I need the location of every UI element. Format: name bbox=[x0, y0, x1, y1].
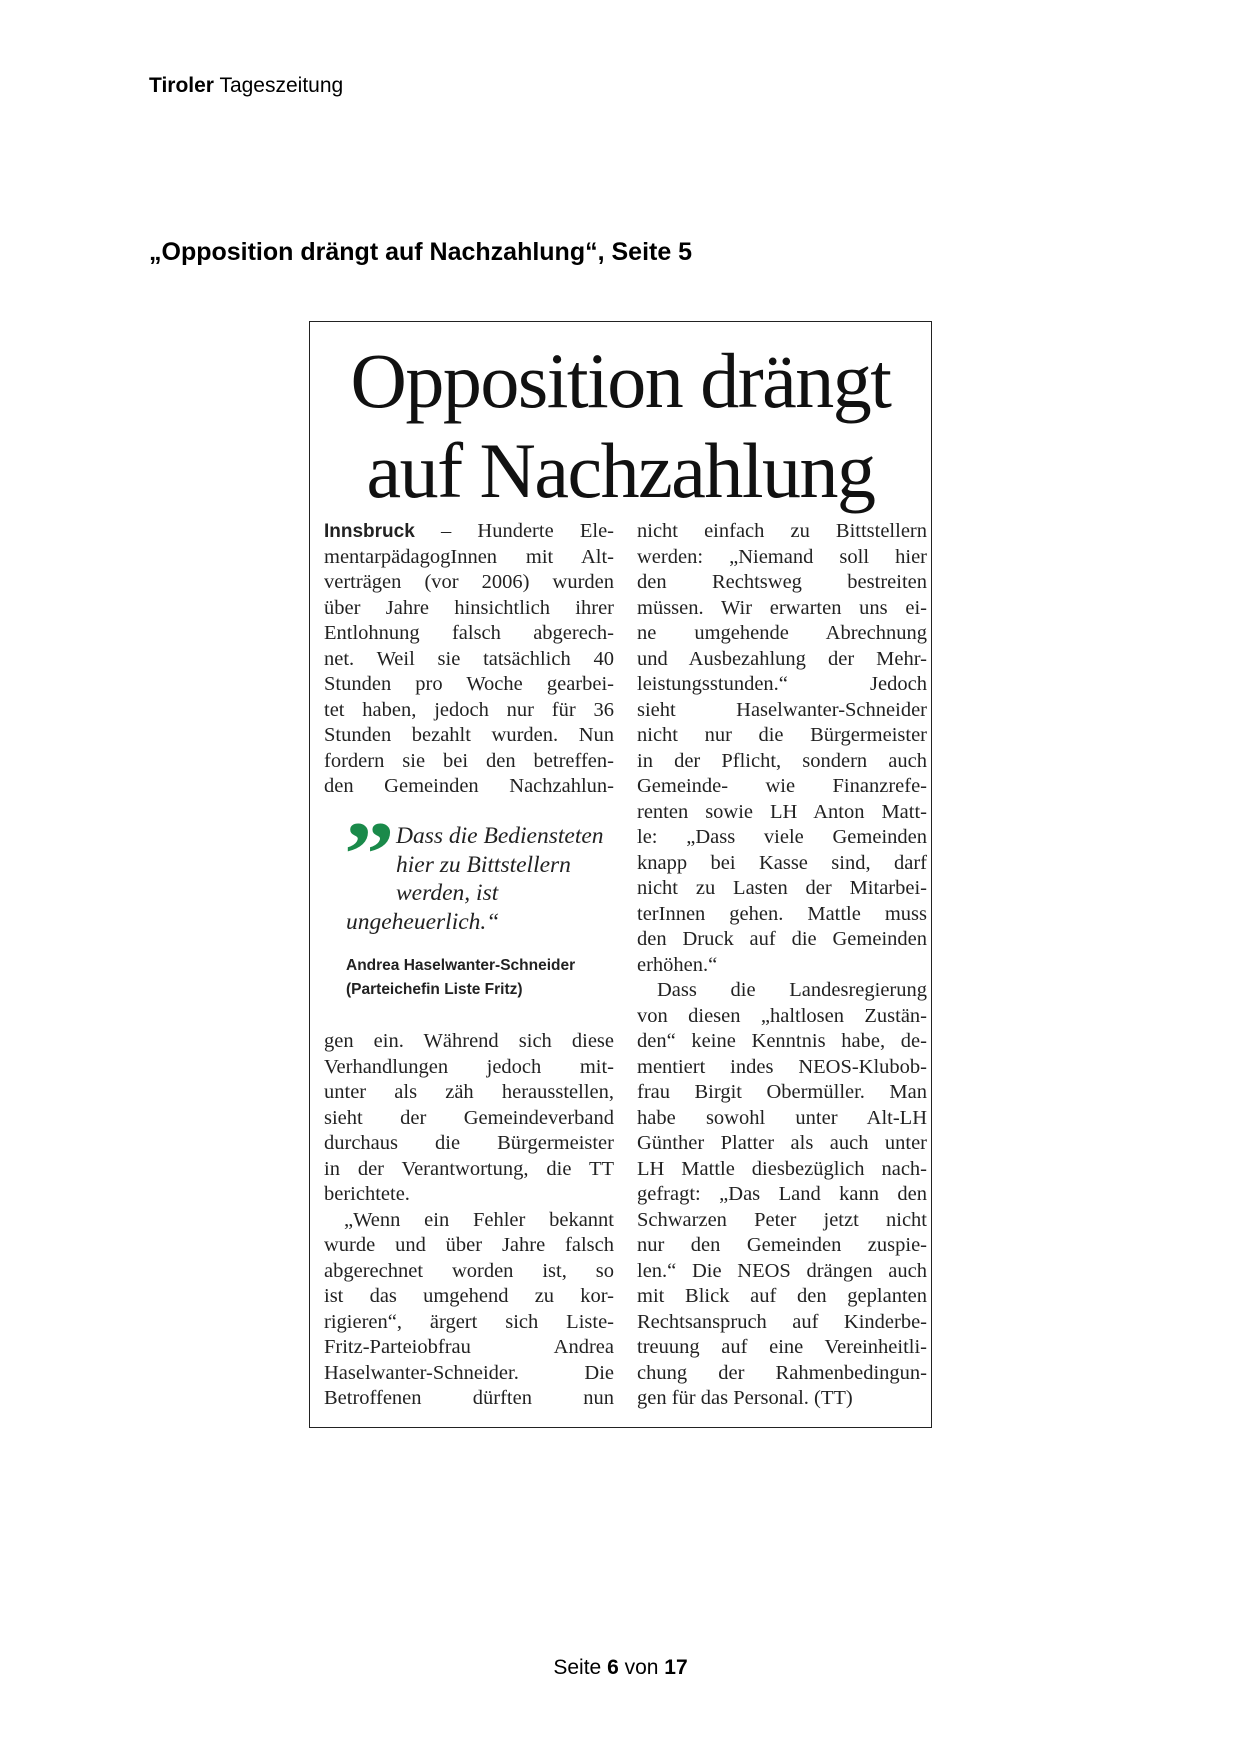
text-line bbox=[324, 570, 614, 596]
text-line bbox=[637, 876, 927, 902]
line-text: sieht Haselwanter-Schneider bbox=[637, 698, 927, 721]
line-text: unter als zäh herausstellen, bbox=[324, 1081, 614, 1103]
line-text: wurde und über Jahre falsch bbox=[324, 1234, 614, 1256]
line-text: habe sowohl unter Alt-LH bbox=[637, 1106, 927, 1129]
text-line bbox=[324, 596, 614, 622]
text-line bbox=[637, 978, 927, 1004]
line-text: durchaus die Bürgermeister bbox=[324, 1132, 614, 1154]
text-line bbox=[324, 1284, 614, 1310]
text-line bbox=[324, 1335, 614, 1361]
text-line bbox=[324, 519, 614, 545]
text-line bbox=[637, 596, 927, 622]
text-line bbox=[324, 1106, 614, 1132]
line-text: Stunden pro Woche gearbei- bbox=[324, 673, 614, 695]
page-footer bbox=[0, 1656, 1241, 1680]
text-line bbox=[324, 672, 614, 698]
text-line bbox=[637, 647, 927, 673]
text-line bbox=[637, 1029, 927, 1055]
quote-text: Dass die Bediensteten hier zu Bittstellern werden, ist ungeheuerlich.“ bbox=[346, 823, 604, 935]
text-line bbox=[637, 545, 927, 571]
line-text: müssen. Wir erwarten uns ei- bbox=[637, 596, 927, 619]
text-line bbox=[637, 1386, 927, 1412]
line-text: knapp bei Kasse sind, darf bbox=[637, 851, 927, 874]
text-line bbox=[637, 1080, 927, 1106]
quote-author: Andrea Haselwanter-Schneider bbox=[346, 957, 576, 974]
text-line bbox=[637, 800, 927, 826]
line-text: Rechtsanspruch auf Kinderbe- bbox=[637, 1310, 927, 1333]
text-line bbox=[637, 1182, 927, 1208]
text-line bbox=[637, 1055, 927, 1081]
text-line bbox=[637, 1233, 927, 1259]
line-text: nicht nur die Bürgermeister bbox=[637, 724, 927, 746]
text-line bbox=[637, 953, 927, 979]
text-line bbox=[637, 570, 927, 596]
text-line bbox=[324, 1208, 614, 1234]
text-line bbox=[637, 723, 927, 749]
article-clipping bbox=[309, 321, 932, 1428]
text-line bbox=[637, 1361, 927, 1387]
footer-middle: von bbox=[624, 1656, 659, 1679]
line-text: in der Pflicht, sondern auch bbox=[637, 749, 927, 772]
line-text: nicht zu Lasten der Mitarbei- bbox=[637, 877, 927, 899]
footer-page-number: 6 bbox=[607, 1656, 619, 1679]
line-text: den Gemeinden Nachzahlun- bbox=[324, 775, 614, 797]
line-text: Dass die Landesregierung bbox=[657, 979, 927, 1001]
text-line bbox=[637, 825, 927, 851]
line-text: treuung auf eine Vereinheitli- bbox=[637, 1336, 927, 1358]
text-line bbox=[324, 1259, 614, 1285]
headline-line-1: Opposition drängt bbox=[350, 337, 891, 424]
text-line bbox=[637, 698, 927, 724]
text-line bbox=[324, 1233, 614, 1259]
quote-role: (Parteichefin Liste Fritz) bbox=[346, 981, 523, 998]
line-text: berichtete. bbox=[324, 1183, 410, 1205]
footer-page-total: 17 bbox=[664, 1656, 688, 1679]
line-text: den Druck auf die Gemeinden bbox=[637, 928, 927, 950]
line-text: den“ keine Kenntnis habe, de- bbox=[637, 1030, 927, 1052]
text-line bbox=[324, 723, 614, 749]
line-text: renten sowie LH Anton Matt- bbox=[637, 800, 927, 823]
text-line bbox=[324, 1386, 614, 1412]
line-text: ist das umgehend zu kor- bbox=[324, 1285, 614, 1307]
line-text: Betroffenen dürften nun bbox=[324, 1387, 614, 1409]
article-reference: „Opposition drängt auf Nachzahlung“, Seite 5 bbox=[149, 238, 693, 266]
line-text: len.“ Die NEOS drängen auch bbox=[637, 1259, 927, 1282]
line-text: gen für das Personal. (TT) bbox=[637, 1387, 853, 1409]
line-text: chung der Rahmenbedingun- bbox=[637, 1361, 927, 1384]
text-line bbox=[324, 545, 614, 571]
pull-quote bbox=[344, 803, 616, 936]
footer-prefix: Seite bbox=[553, 1656, 602, 1679]
line-text: le: „Dass viele Gemeinden bbox=[637, 826, 927, 848]
headline-line-2: auf Nachzahlung bbox=[366, 427, 875, 514]
text-line bbox=[324, 1080, 614, 1106]
line-text: in der Verantwortung, die TT bbox=[324, 1157, 614, 1180]
text-line bbox=[324, 1361, 614, 1387]
line-text: Günther Platter als auch unter bbox=[637, 1132, 927, 1154]
text-line bbox=[637, 1157, 927, 1183]
text-line bbox=[637, 902, 927, 928]
line-text: gefragt: „Das Land kann den bbox=[637, 1183, 927, 1205]
text-line bbox=[324, 1182, 614, 1208]
line-text: Fritz-Parteiobfrau Andrea bbox=[324, 1336, 614, 1358]
line-text: LH Mattle diesbezüglich nach- bbox=[637, 1157, 927, 1180]
text-line bbox=[637, 621, 927, 647]
line-text: verträgen (vor 2006) wurden bbox=[324, 571, 614, 593]
text-line bbox=[637, 1131, 927, 1157]
line-text: Verhandlungen jedoch mit- bbox=[324, 1055, 614, 1078]
text-line bbox=[637, 749, 927, 775]
line-text: leistungsstunden.“ Jedoch bbox=[637, 673, 927, 695]
dateline: Innsbruck bbox=[324, 521, 415, 542]
text-line bbox=[637, 774, 927, 800]
line-text: Schwarzen Peter jetzt nicht bbox=[637, 1208, 927, 1231]
line-text: von diesen „haltlosen Zustän- bbox=[637, 1004, 927, 1027]
brand-bold: Tiroler bbox=[149, 74, 214, 97]
line-text: terInnen gehen. Mattle muss bbox=[637, 902, 927, 925]
text-line bbox=[637, 1284, 927, 1310]
newspaper-name bbox=[149, 74, 343, 98]
line-text: frau Birgit Obermüller. Man bbox=[637, 1081, 927, 1103]
line-text: sieht der Gemeindeverband bbox=[324, 1106, 614, 1129]
text-line bbox=[324, 1055, 614, 1081]
line-text: Stunden bezahlt wurden. Nun bbox=[324, 724, 614, 746]
text-line bbox=[324, 647, 614, 673]
text-line bbox=[637, 1310, 927, 1336]
line-text: rigieren“, ärgert sich Liste- bbox=[324, 1310, 614, 1333]
line-text: ne umgehende Abrechnung bbox=[637, 622, 927, 644]
text-line bbox=[637, 1004, 927, 1030]
text-line bbox=[637, 851, 927, 877]
line-text: mit Blick auf den geplanten bbox=[637, 1285, 927, 1307]
line-text: nur den Gemeinden zuspie- bbox=[637, 1234, 927, 1256]
text-line bbox=[324, 1029, 614, 1055]
line-text: mentarpädagogInnen mit Alt- bbox=[324, 545, 614, 568]
line-text: über Jahre hinsichtlich ihrer bbox=[324, 596, 614, 619]
line-text: tet haben, jedoch nur für 36 bbox=[324, 698, 614, 721]
text-line bbox=[324, 749, 614, 775]
left-column-bottom bbox=[324, 1029, 614, 1412]
line-text: Haselwanter-Schneider. Die bbox=[324, 1361, 614, 1384]
text-line bbox=[637, 1259, 927, 1285]
text-line bbox=[637, 1106, 927, 1132]
text-line bbox=[637, 672, 927, 698]
quote-mark-icon: ” bbox=[344, 803, 388, 905]
text-line bbox=[324, 774, 614, 800]
left-column-top bbox=[324, 519, 614, 800]
line-text: „Wenn ein Fehler bekannt bbox=[344, 1208, 614, 1231]
brand-rest: Tageszeitung bbox=[219, 74, 344, 97]
line-text: erhöhen.“ bbox=[637, 953, 718, 976]
line-text: und Ausbezahlung der Mehr- bbox=[637, 647, 927, 670]
text-line bbox=[637, 1335, 927, 1361]
line-text: fordern sie bei den betreffen- bbox=[324, 749, 614, 772]
quote-attribution bbox=[346, 954, 575, 1002]
line-text: mentiert indes NEOS-Klubob- bbox=[637, 1055, 927, 1078]
text-line bbox=[637, 519, 927, 545]
text-line bbox=[637, 1208, 927, 1234]
text-line bbox=[324, 1310, 614, 1336]
line-text: gen ein. Während sich diese bbox=[324, 1030, 614, 1052]
line-text: Entlohnung falsch abgerech- bbox=[324, 622, 614, 644]
line-text: net. Weil sie tatsächlich 40 bbox=[324, 647, 614, 670]
line-text: werden: „Niemand soll hier bbox=[637, 545, 927, 568]
line-text: Gemeinde- wie Finanzrefe- bbox=[637, 775, 927, 797]
line-text: nicht einfach zu Bittstellern bbox=[637, 520, 927, 542]
text-line bbox=[324, 621, 614, 647]
text-line bbox=[324, 698, 614, 724]
right-column bbox=[637, 519, 927, 1412]
line-text: – Hunderte Ele- bbox=[440, 520, 614, 542]
text-line bbox=[324, 1157, 614, 1183]
line-text: den Rechtsweg bestreiten bbox=[637, 571, 927, 593]
line-text: abgerechnet worden ist, so bbox=[324, 1259, 614, 1282]
text-line bbox=[637, 927, 927, 953]
headline bbox=[310, 336, 931, 516]
text-line bbox=[324, 1131, 614, 1157]
